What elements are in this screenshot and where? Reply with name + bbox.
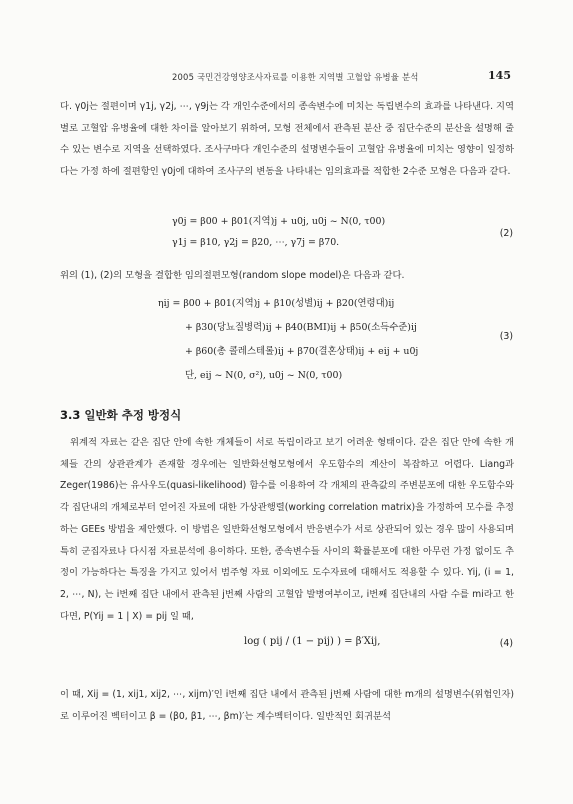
equation-3-line-3: + β60(총 콜레스테롤)ij + β70(결혼상태)ij + eij + u0j [185,346,419,357]
equation-4: log ( pij / (1 − pij) ) = β′Xij, [244,636,381,647]
equation-3-number: (3) [499,331,513,342]
equation-3-line-4: 단, eij ~ N(0, σ²), u0j ~ N(0, τ00) [185,370,343,381]
section-title: 3.3 일반화 추정 방정식 [60,408,182,422]
page-header [0,71,573,87]
equation-4-number: (4) [499,638,513,649]
page-number: 145 [488,69,511,82]
equation-2-line-1: γ0j = β00 + β01(지역)j + u0j, u0j ~ N(0, τ00) [172,216,386,227]
equation-3-line-1: ηij = β00 + β01(지역)j + β10(성별)ij + β20(연령대)ij [158,298,395,309]
paragraph-2: 위계적 자료는 같은 집단 안에 속한 개체들이 서로 독립이라고 보기 어려운 형태이다. 같은 집단 안에 속한 개체들 간의 상관관계가 존재할 경우에는 일반화선형모형에서 우도함수의 계산이 복잡하고 어렵다. Liang과 Zeger(1986)는 유사우도(quasi-likelihood) 함수를 이용하여 각 개체의 관측값의 주변분포에 대한 우도함수와 각 집단내의 개체로부터 얻어진 자료에 대한 가상관행렬(working correlation matrix)을 가정하여 모수를 추정하는 GEEs 방법을 제안했다. 이 방법은 일반화선형모형에서 반응변수가 서로 상관되어 있는 경우 많이 사용되며 특히 군집자료나 다시점 자료분석에 용이하다. 또한, 종속변수들 사이의 확률분포에 대한 아무런 가정 없이도 추정이 가능하다는 특징을 가지고 있어서 범주형 자료 이외에도 도수자료에 대해서도 적용할 수 있다. Yij, (i = 1, 2, ⋯, N), 는 i번째 집단 내에서 관측된 j번째 사람의 고혈압 발병여부이고, i번째 집단내의 사람 수를 mi라고 한다면, P(Yij = 1 | X) = pij 일 때, [60,437,514,622]
combined-model-sentence: 위의 (1), (2)의 모형을 결합한 임의절편모형(random slope model)은 다음과 같다. [60,270,405,281]
paragraph-1: 다. γ0j는 절편이며 γ1j, γ2j, ⋯, γ9j는 각 개인수준에서의 종속변수에 미치는 독립변수의 효과를 나타낸다. 지역별로 고혈압 유병율에 대한 차이를 알아보기 위하여, 모형 전체에서 관측된 분산 중 집단수준의 분산을 설명해 줄 수 있는 변수로 지역을 선택하였다. 조사구마다 개인수준의 설명변수들이 고혈압 유병율에 미치는 영향이 일정하다는 가정 하에 절편항인 γ0j에 대하여 조사구의 변동을 나타내는 임의효과를 적합한 2수준 모형은 다음과 같다. [60,101,514,178]
equation-2-line-2: γ1j = β10, γ2j = β20, ⋯, γ7j = β70. [172,237,340,248]
running-title: 2005 국민건강영양조사자료를 이용한 지역별 고혈압 유병율 분석 [172,72,419,82]
equation-3-line-2: + β30(당뇨질병력)ij + β40(BMI)ij + β50(소득수준)ij [185,322,417,333]
equation-2-number: (2) [499,228,513,239]
paragraph-3: 이 때, Xij = (1, xij1, xij2, ⋯, xijm)′인 i번째 집단 내에서 관측된 j번째 사람에 대한 m개의 설명변수(위험인자)로 이루어진 벡터이고 β = (β0, β1, ⋯, βm)′는 계수벡터이다. 일반적인 회귀분석 [60,689,514,722]
